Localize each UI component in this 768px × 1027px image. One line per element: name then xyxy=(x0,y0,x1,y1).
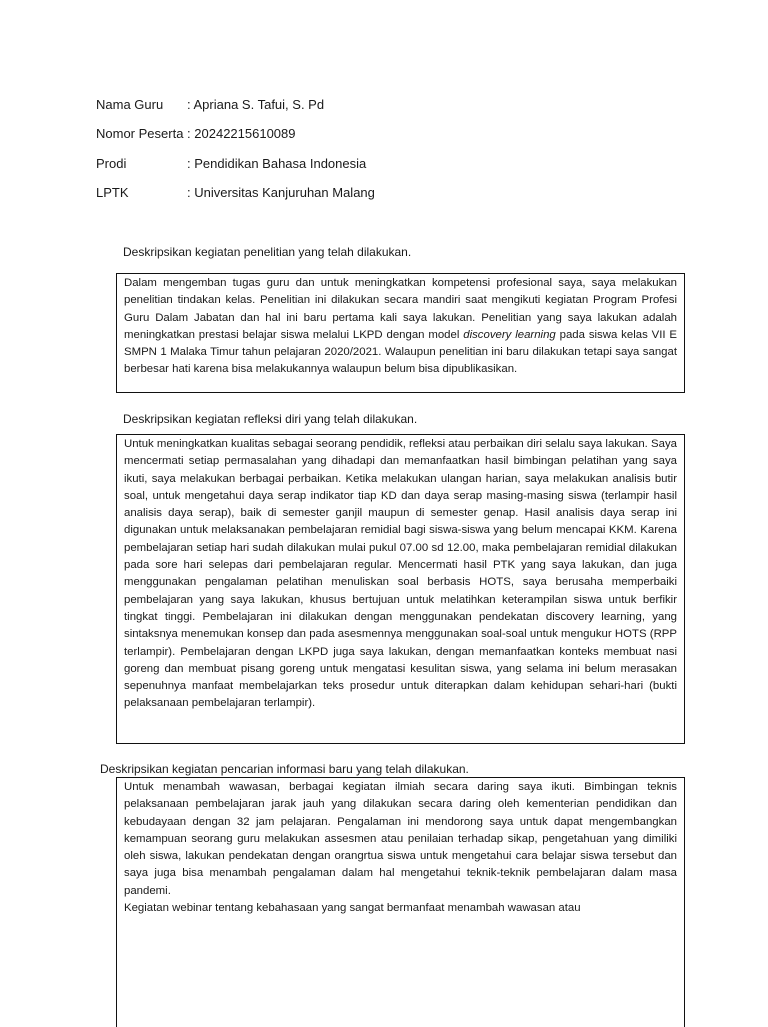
nama-guru-value: : Apriana S. Tafui, S. Pd xyxy=(187,97,325,112)
nomor-peserta-label: Nomor Peserta xyxy=(96,126,184,141)
information-prompt: Deskripsikan kegiatan pencarian informasi baru yang telah dilakukan. xyxy=(100,762,469,776)
prodi-label: Prodi xyxy=(96,156,127,171)
research-text-part1: Dalam mengemban tugas guru dan untuk meningkatkan kompetensi profesional saya, saya melakukan penelitian tindakan kelas. Penelitian ini dilakukan secara mandiri saat mengikuti kegiatan Program Profesi Guru Dalam Jabatan dan hal ini baru pertama kali saya lakukan. Penelitian yang saya lakukan adalah meningkatkan prestasi belajar siswa melalui LKPD dengan model xyxy=(124,277,677,341)
research-text-emphasis: discovery learning xyxy=(463,328,556,341)
reflection-answer-text: Untuk meningkatkan kualitas sebagai seorang pendidik, refleksi atau perbaikan diri selalu saya lakukan. Saya mencermati setiap permasalahan yang dihadapi dan memanfaatkan hasil bimbingan pelatihan yang saya ikuti, saya melakukan berbagai perbaikan. Ketika melakukan ulangan harian, saya melakukan analisis butir soal, untuk mengetahui daya serap indikator tiap KD dan daya serap masing-masing siswa (terlampir hasil analisis daya serap), baik di semester ganjil maupun di semester genap. Hasil analisis daya serap ini digunakan untuk melaksanakan pembelajaran remidial bagi siswa-siswa yang belum mencapai KKM. Karena pembelajaran setiap hari sudah dilakukan mulai pukul 07.00 sd 12.00, maka pembelajaran remidial dilakukan pada sore hari selepas dari pembelajaran regular. Mencermati hasil PTK yang saya lakukan, dan juga menggunakan pengalaman pelatihan menuliskan soal berbasis HOTS, saya berusaha memperbaiki pembelajaran yang saya lakukan, khusus bertujuan untuk melatihkan keterampilan siswa untuk berfikir tingkat tinggi. Pembelajaran ini dilakukan dengan menggunakan pendekatan discovery learning, yang sintaksnya menemukan konsep dan pada asesmennya menggunakan soal-soal untuk mengukur HOTS (RPP terlampir). Pembelajaran dengan LKPD juga saya lakukan, dengan memanfaatkan konteks membuat nasi goreng dan membuat pisang goreng untuk mengatasi kesulitan siswa, yang selama ini belum merasakan sepenuhnya manfaat membelajarkan teks prosedur untuk diterapkan dalam kehidupan sehari-hari (bukti pelaksanaan pembelajaran terlampir). xyxy=(124,438,677,710)
nomor-peserta-row xyxy=(96,126,296,142)
information-answer-box xyxy=(116,777,685,1027)
reflection-answer-box xyxy=(116,434,685,744)
prodi-row xyxy=(96,156,366,172)
nama-guru-row xyxy=(96,97,324,113)
prodi-value: : Pendidikan Bahasa Indonesia xyxy=(187,156,367,171)
reflection-prompt: Deskripsikan kegiatan refleksi diri yang telah dilakukan. xyxy=(123,412,418,426)
lptk-label: LPTK xyxy=(96,185,129,200)
nama-guru-label: Nama Guru xyxy=(96,97,164,112)
lptk-row xyxy=(96,185,375,201)
nomor-peserta-value: : 20242215610089 xyxy=(187,126,296,141)
information-paragraph-2: Kegiatan webinar tentang kebahasaan yang sangat bermanfaat menambah wawasan atau xyxy=(124,902,581,915)
research-answer-box xyxy=(116,273,685,393)
information-paragraph-1: Untuk menambah wawasan, berbagai kegiatan ilmiah secara daring saya ikuti. Bimbingan teknis pelaksanaan pembelajaran jarak jauh yang dilakukan secara daring oleh kementerian pendidikan dan kebudayaan dengan 32 jam pelajaran. Pengalaman ini mendorong saya untuk dapat mengembangkan kemampuan seorang guru melakukan assesmen atau penilaian terhadap sikap, pengetahuan yang dimiliki oleh siswa, lakukan pendekatan dengan orangrtua siswa untuk mengetahui cara belajar siswa tersebut dan saya juga bisa menambah pengalaman dalam hal mengetahui teknik-teknik pembelajaran dalam masa pandemi. xyxy=(124,781,677,897)
research-answer-text xyxy=(124,275,677,379)
lptk-value: : Universitas Kanjuruhan Malang xyxy=(187,185,375,200)
research-text-part2: pada siswa kelas VII E SMPN 1 Malaka Timur tahun pelajaran 2020/2021. Walaupun penelitian ini baru dilakukan tetapi saya sangat berbesar hati karena bisa melakukannya walaupun belum bisa dipublikasikan. xyxy=(124,328,678,376)
research-prompt: Deskripsikan kegiatan penelitian yang telah dilakukan. xyxy=(123,245,412,259)
